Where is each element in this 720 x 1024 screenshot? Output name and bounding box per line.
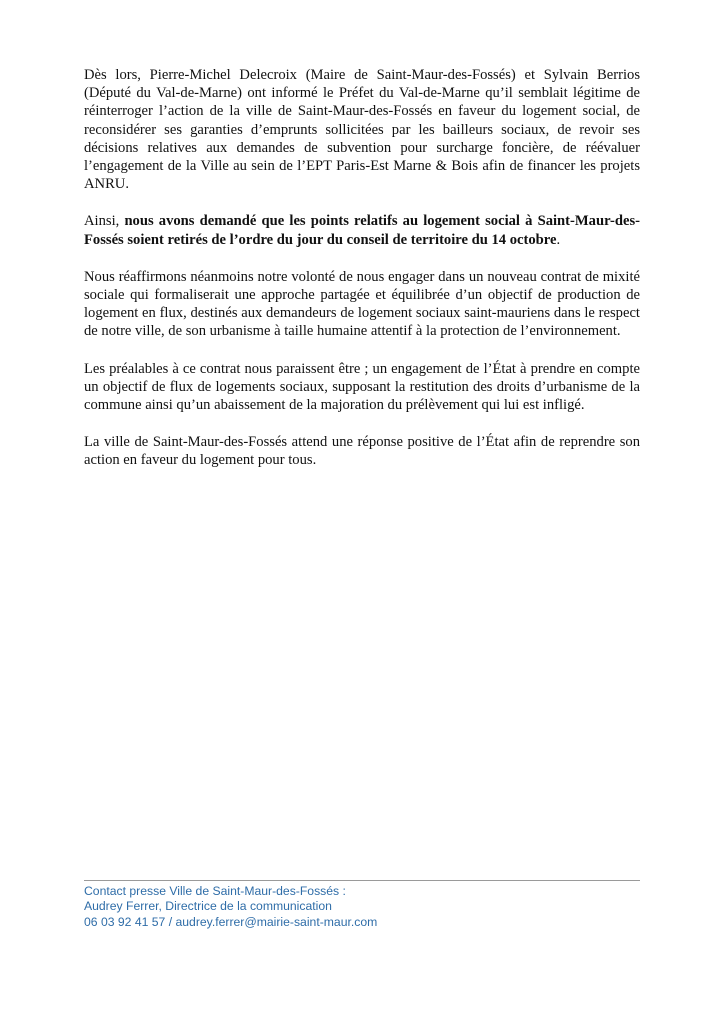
paragraph-2-suffix: . (556, 231, 561, 248)
footer-contact-details: 06 03 92 41 57 / audrey.ferrer@mairie-saint-maur.com (84, 914, 378, 929)
paragraph-1: Dès lors, Pierre-Michel Delecroix (Maire de Saint-Maur-des-Fossés) et Sylvain Berrios (Député du Val-de-Marne) ont informé le Préfet du Val-de-Marne qu’il semblait légitime de réinterroger l’action de la ville de Saint-Maur-des-Fossés en faveur du logement social, de reconsidérer ses garanties d’emprunts sollicitées par les bailleurs sociaux, de revoir ses décisions relatives aux demandes de subvention pour surcharge foncière, de réévaluer l’engagement de la Ville au sein de l’EPT Paris-Est Marne & Bois afin de financer les projets ANRU. (84, 67, 640, 193)
press-contact-footer (84, 884, 640, 930)
footer-contact-heading: Contact presse Ville de Saint-Maur-des-Fossés : (84, 884, 346, 898)
paragraph-2-bold: nous avons demandé que les points relatifs au logement social à Saint-Maur-des-Fossés soient retirés de l’ordre du jour du conseil de territoire du 14 octobre (84, 213, 641, 248)
paragraph-5: La ville de Saint-Maur-des-Fossés attend une réponse positive de l’État afin de reprendre son action en faveur du logement pour tous. (84, 434, 640, 469)
paragraph-3: Nous réaffirmons néanmoins notre volonté de nous engager dans un nouveau contrat de mixité sociale qui formaliserait une approche partagée et équilibrée d’un objectif de production de logement en flux, destinés aux demandeurs de logement sociaux saint-mauriens dans le respect de notre ville, de son urbanisme à taille humaine attentif à la protection de l’environnement. (84, 268, 640, 340)
document-body (84, 66, 640, 489)
paragraph-2 (84, 212, 640, 248)
footer-contact-name: Audrey Ferrer, Directrice de la communication (84, 899, 332, 914)
paragraph-4: Les préalables à ce contrat nous paraissent être ; un engagement de l’État à prendre en compte un objectif de flux de logements sociaux, supposant la restitution des droits d’urbanisme de la commune ainsi qu’un abaissement de la majoration du prélèvement qui lui est infligé. (84, 360, 640, 414)
footer-divider (84, 880, 640, 881)
paragraph-2-prefix: Ainsi, (84, 213, 125, 230)
